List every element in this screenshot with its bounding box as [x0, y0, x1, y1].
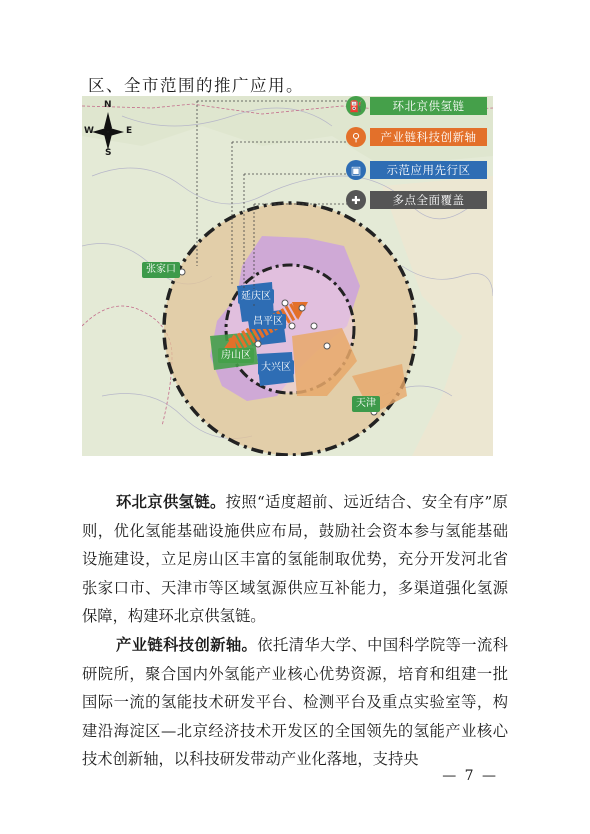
legend-label: 示范应用先行区: [370, 161, 487, 179]
bus-icon: ▣: [346, 160, 366, 180]
paragraph-text: 依托清华大学、中国科学院等一流科研院所，聚合国内外氢能产业核心优势资源，培育和组建一批国际一流的氢能技术研发平台、检测平台及重点实验室等，构建沿海淀区—北京经济技术开发区的全国领先的氢能产业核心技术创新轴，以科技研发带动产业化落地，支持央: [82, 636, 508, 769]
legend-label: 多点全面覆盖: [370, 191, 487, 209]
city-tianjin: 天津: [352, 396, 380, 412]
paragraph-text: 按照“适度超前、远近结合、安全有序”原则，优化氢能基础设施供应布局，鼓励社会资本参与氢能基础设施建设，立足房山区丰富的氢能制取优势，充分开发河北省张家口市、天津市等区域氢源供应互补能力，多渠道强化氢源保障，构建环北京供氢链。: [82, 493, 508, 626]
magnifier-icon: ⚲: [346, 127, 366, 147]
district-fangshan: 房山区: [218, 348, 254, 363]
legend-multipoint: [346, 190, 487, 210]
top-text-line: 区、全市范围的推广应用。: [88, 76, 304, 95]
district-yanqing: 延庆区: [238, 289, 274, 304]
compass-s: S: [105, 148, 112, 158]
legend-label: 产业链科技创新轴: [370, 128, 487, 146]
paragraph-title: 环北京供氢链。: [116, 493, 226, 511]
puzzle-icon: ✚: [346, 190, 366, 210]
hydrogen-pump-icon: ⛽: [346, 96, 366, 116]
legend-innovation-axis: [346, 127, 487, 147]
legend-demo-zone: [346, 160, 487, 180]
district-daxing: 大兴区: [258, 360, 294, 375]
hydrogen-layout-map: [82, 96, 493, 456]
page-number: — 7 —: [442, 768, 498, 784]
compass-n: N: [104, 100, 112, 110]
legend-hydrogen-chain: [346, 96, 487, 116]
city-zhangjiakou: 张家口: [142, 262, 180, 278]
paragraph-hydrogen-chain: [82, 488, 508, 631]
paragraph-innovation-axis: [82, 631, 508, 774]
compass-e: E: [126, 126, 133, 136]
compass-w: W: [84, 126, 94, 136]
compass-rose: [84, 100, 133, 158]
paragraph-title: 产业链科技创新轴。: [116, 636, 258, 654]
district-changping: 昌平区: [250, 314, 286, 329]
legend-label: 环北京供氢链: [370, 97, 487, 115]
